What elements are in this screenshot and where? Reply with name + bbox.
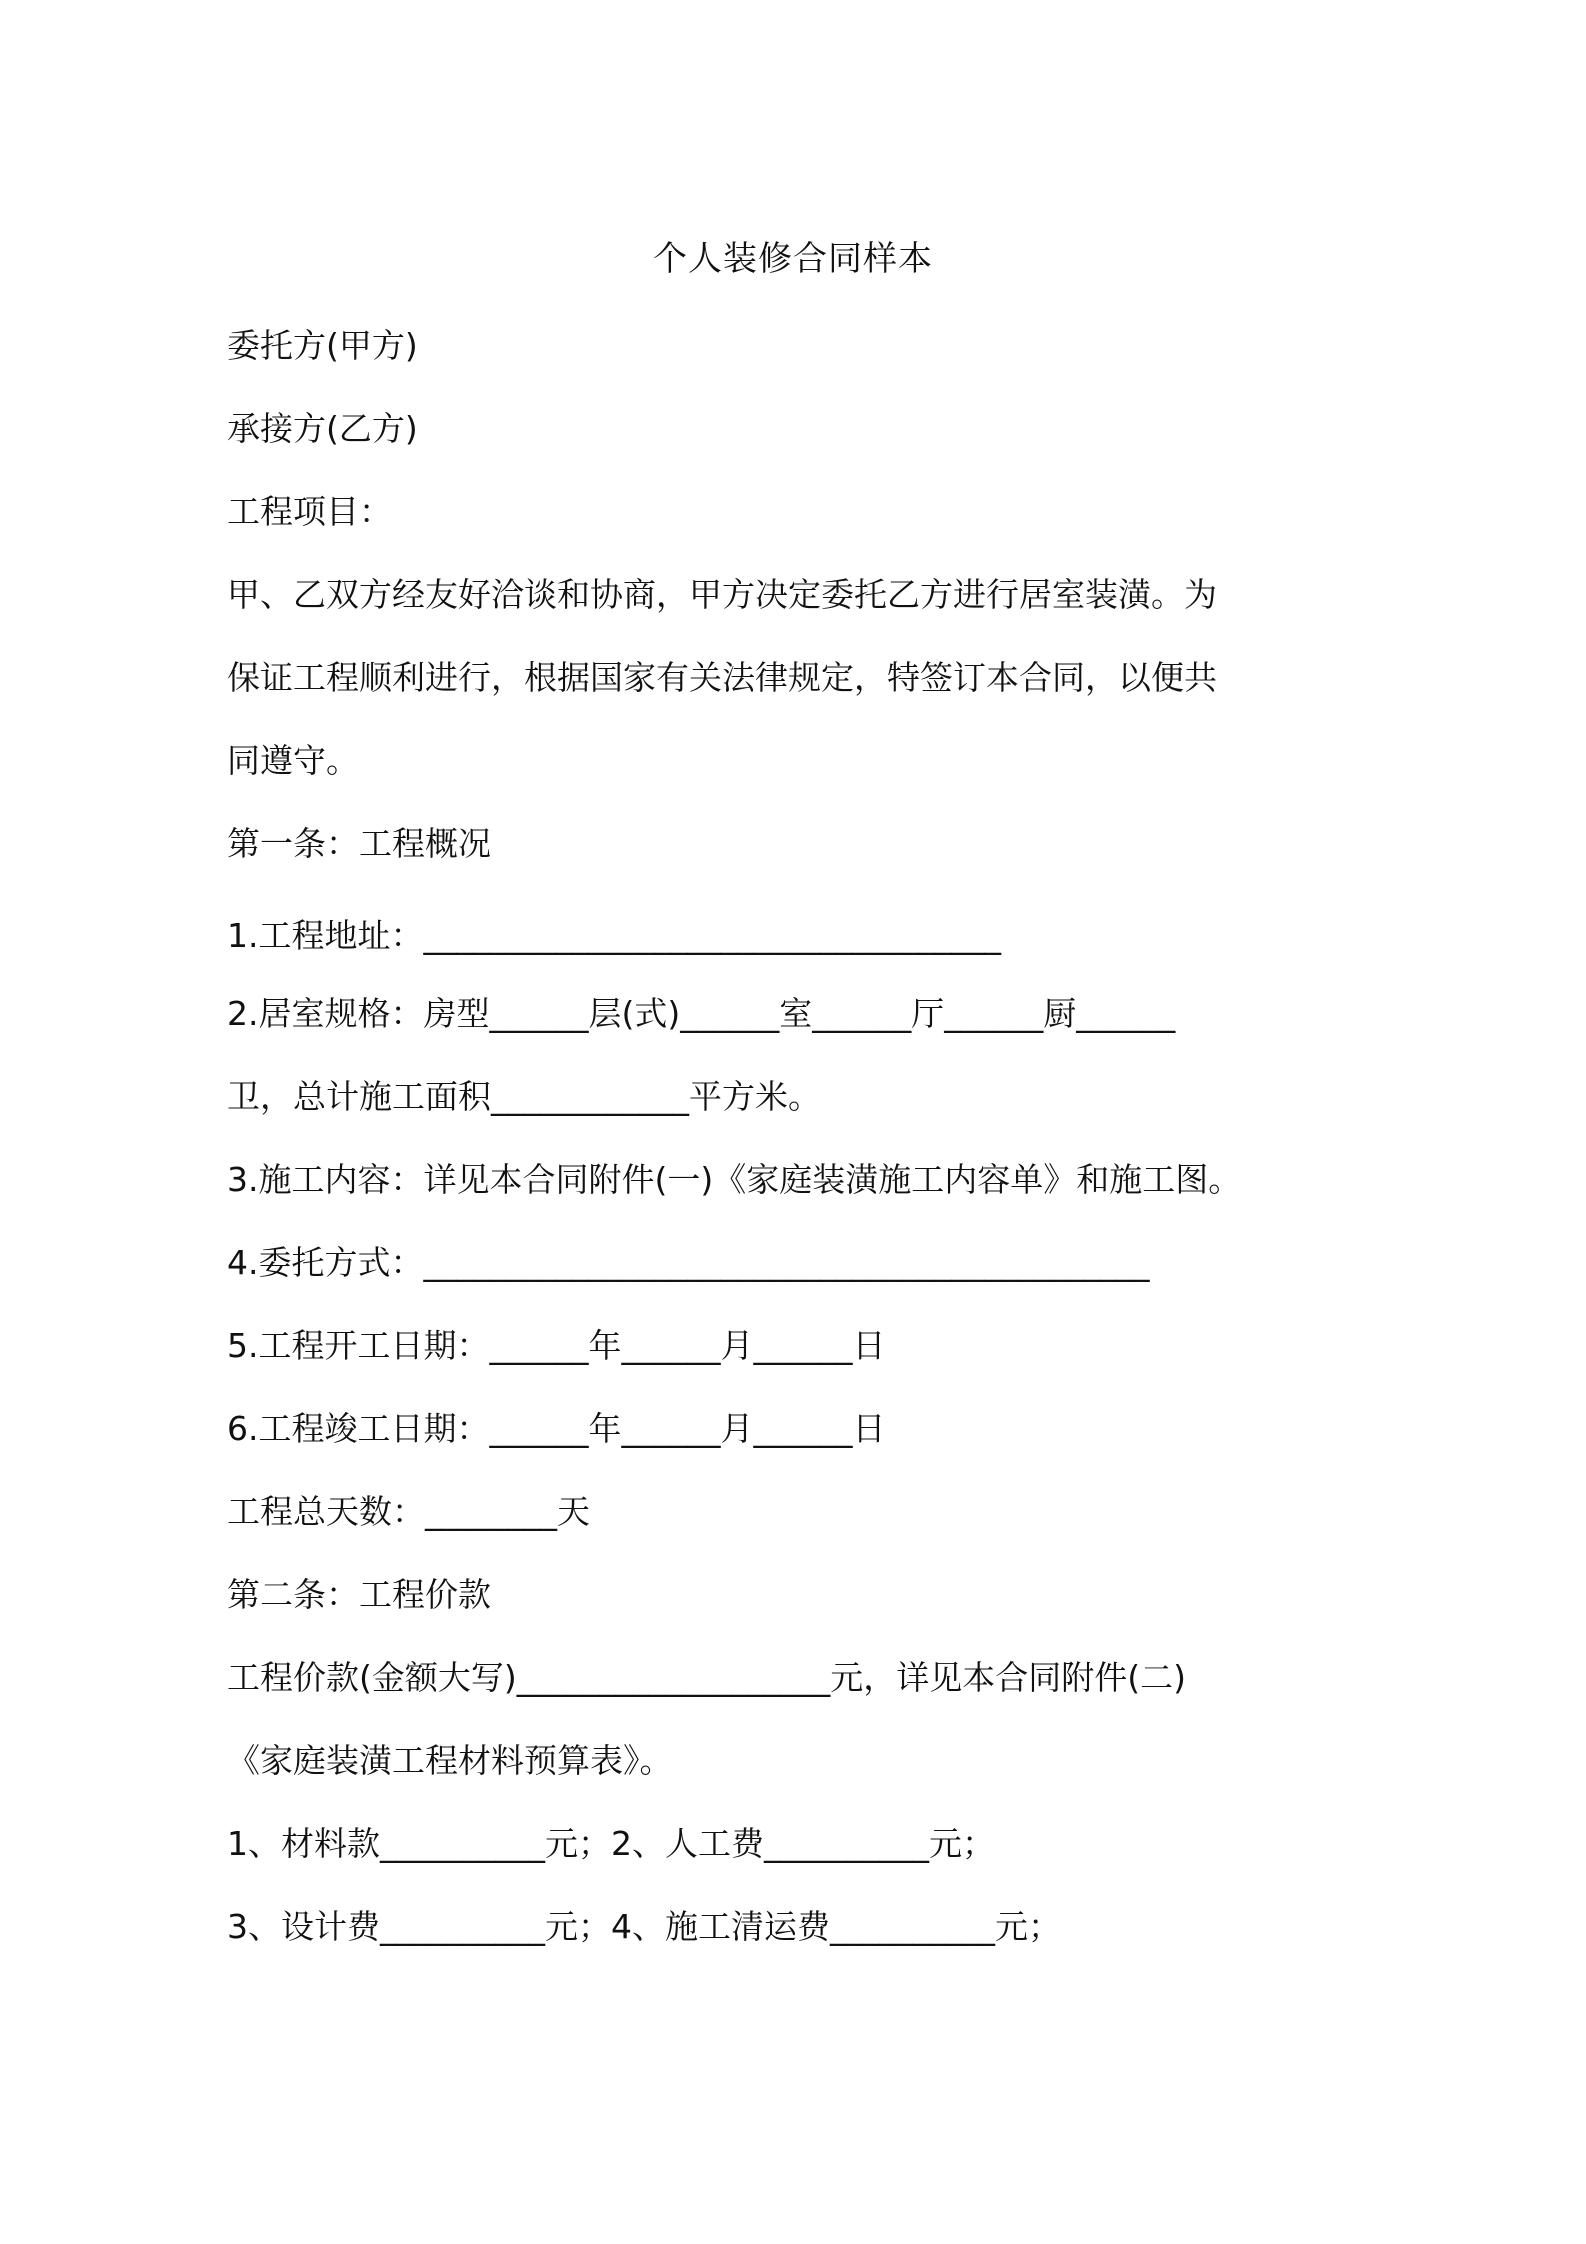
party-a-line: 委托方(甲方): [227, 326, 418, 365]
preamble-line-2: 保证工程顺利进行，根据国家有关法律规定，特签订本合同，以便共: [227, 658, 1217, 697]
commission-method-line: 4.委托方式：____________________________________________: [227, 1243, 1150, 1282]
article-2-heading: 第二条：工程价款: [227, 1575, 491, 1614]
completion-date-line: 6.工程竣工日期：______年______月______日: [227, 1409, 886, 1448]
fees-line-2: 3、设计费__________元；4、施工清运费__________元；: [227, 1907, 1061, 1946]
project-price-line: 工程价款(金额大写)___________________元，详见本合同附件(二): [227, 1658, 1186, 1697]
total-days-line: 工程总天数：________天: [227, 1492, 590, 1531]
construction-area-line: 卫，总计施工面积____________平方米。: [227, 1077, 821, 1116]
preamble-line-3: 同遵守。: [227, 741, 359, 780]
document-title: 个人装修合同样本: [653, 239, 933, 279]
project-address-line: 1.工程地址：___________________________________: [227, 916, 1001, 955]
start-date-line: 5.工程开工日期：______年______月______日: [227, 1326, 886, 1365]
article-1-heading: 第一条：工程概况: [227, 824, 491, 863]
party-b-line: 承接方(乙方): [227, 409, 418, 448]
preamble-line-1: 甲、乙双方经友好洽谈和协商，甲方决定委托乙方进行居室装潢。为: [227, 575, 1217, 614]
room-spec-line: 2.居室规格：房型______层(式)______室______厅______厨______: [227, 994, 1176, 1033]
material-budget-line: 《家庭装潢工程材料预算表》。: [227, 1741, 673, 1780]
construction-content-line: 3.施工内容：详见本合同附件(一)《家庭装潢施工内容单》和施工图。: [227, 1160, 1242, 1199]
project-line: 工程项目：: [227, 492, 392, 531]
fees-line-1: 1、材料款__________元；2、人工费__________元；: [227, 1824, 995, 1863]
